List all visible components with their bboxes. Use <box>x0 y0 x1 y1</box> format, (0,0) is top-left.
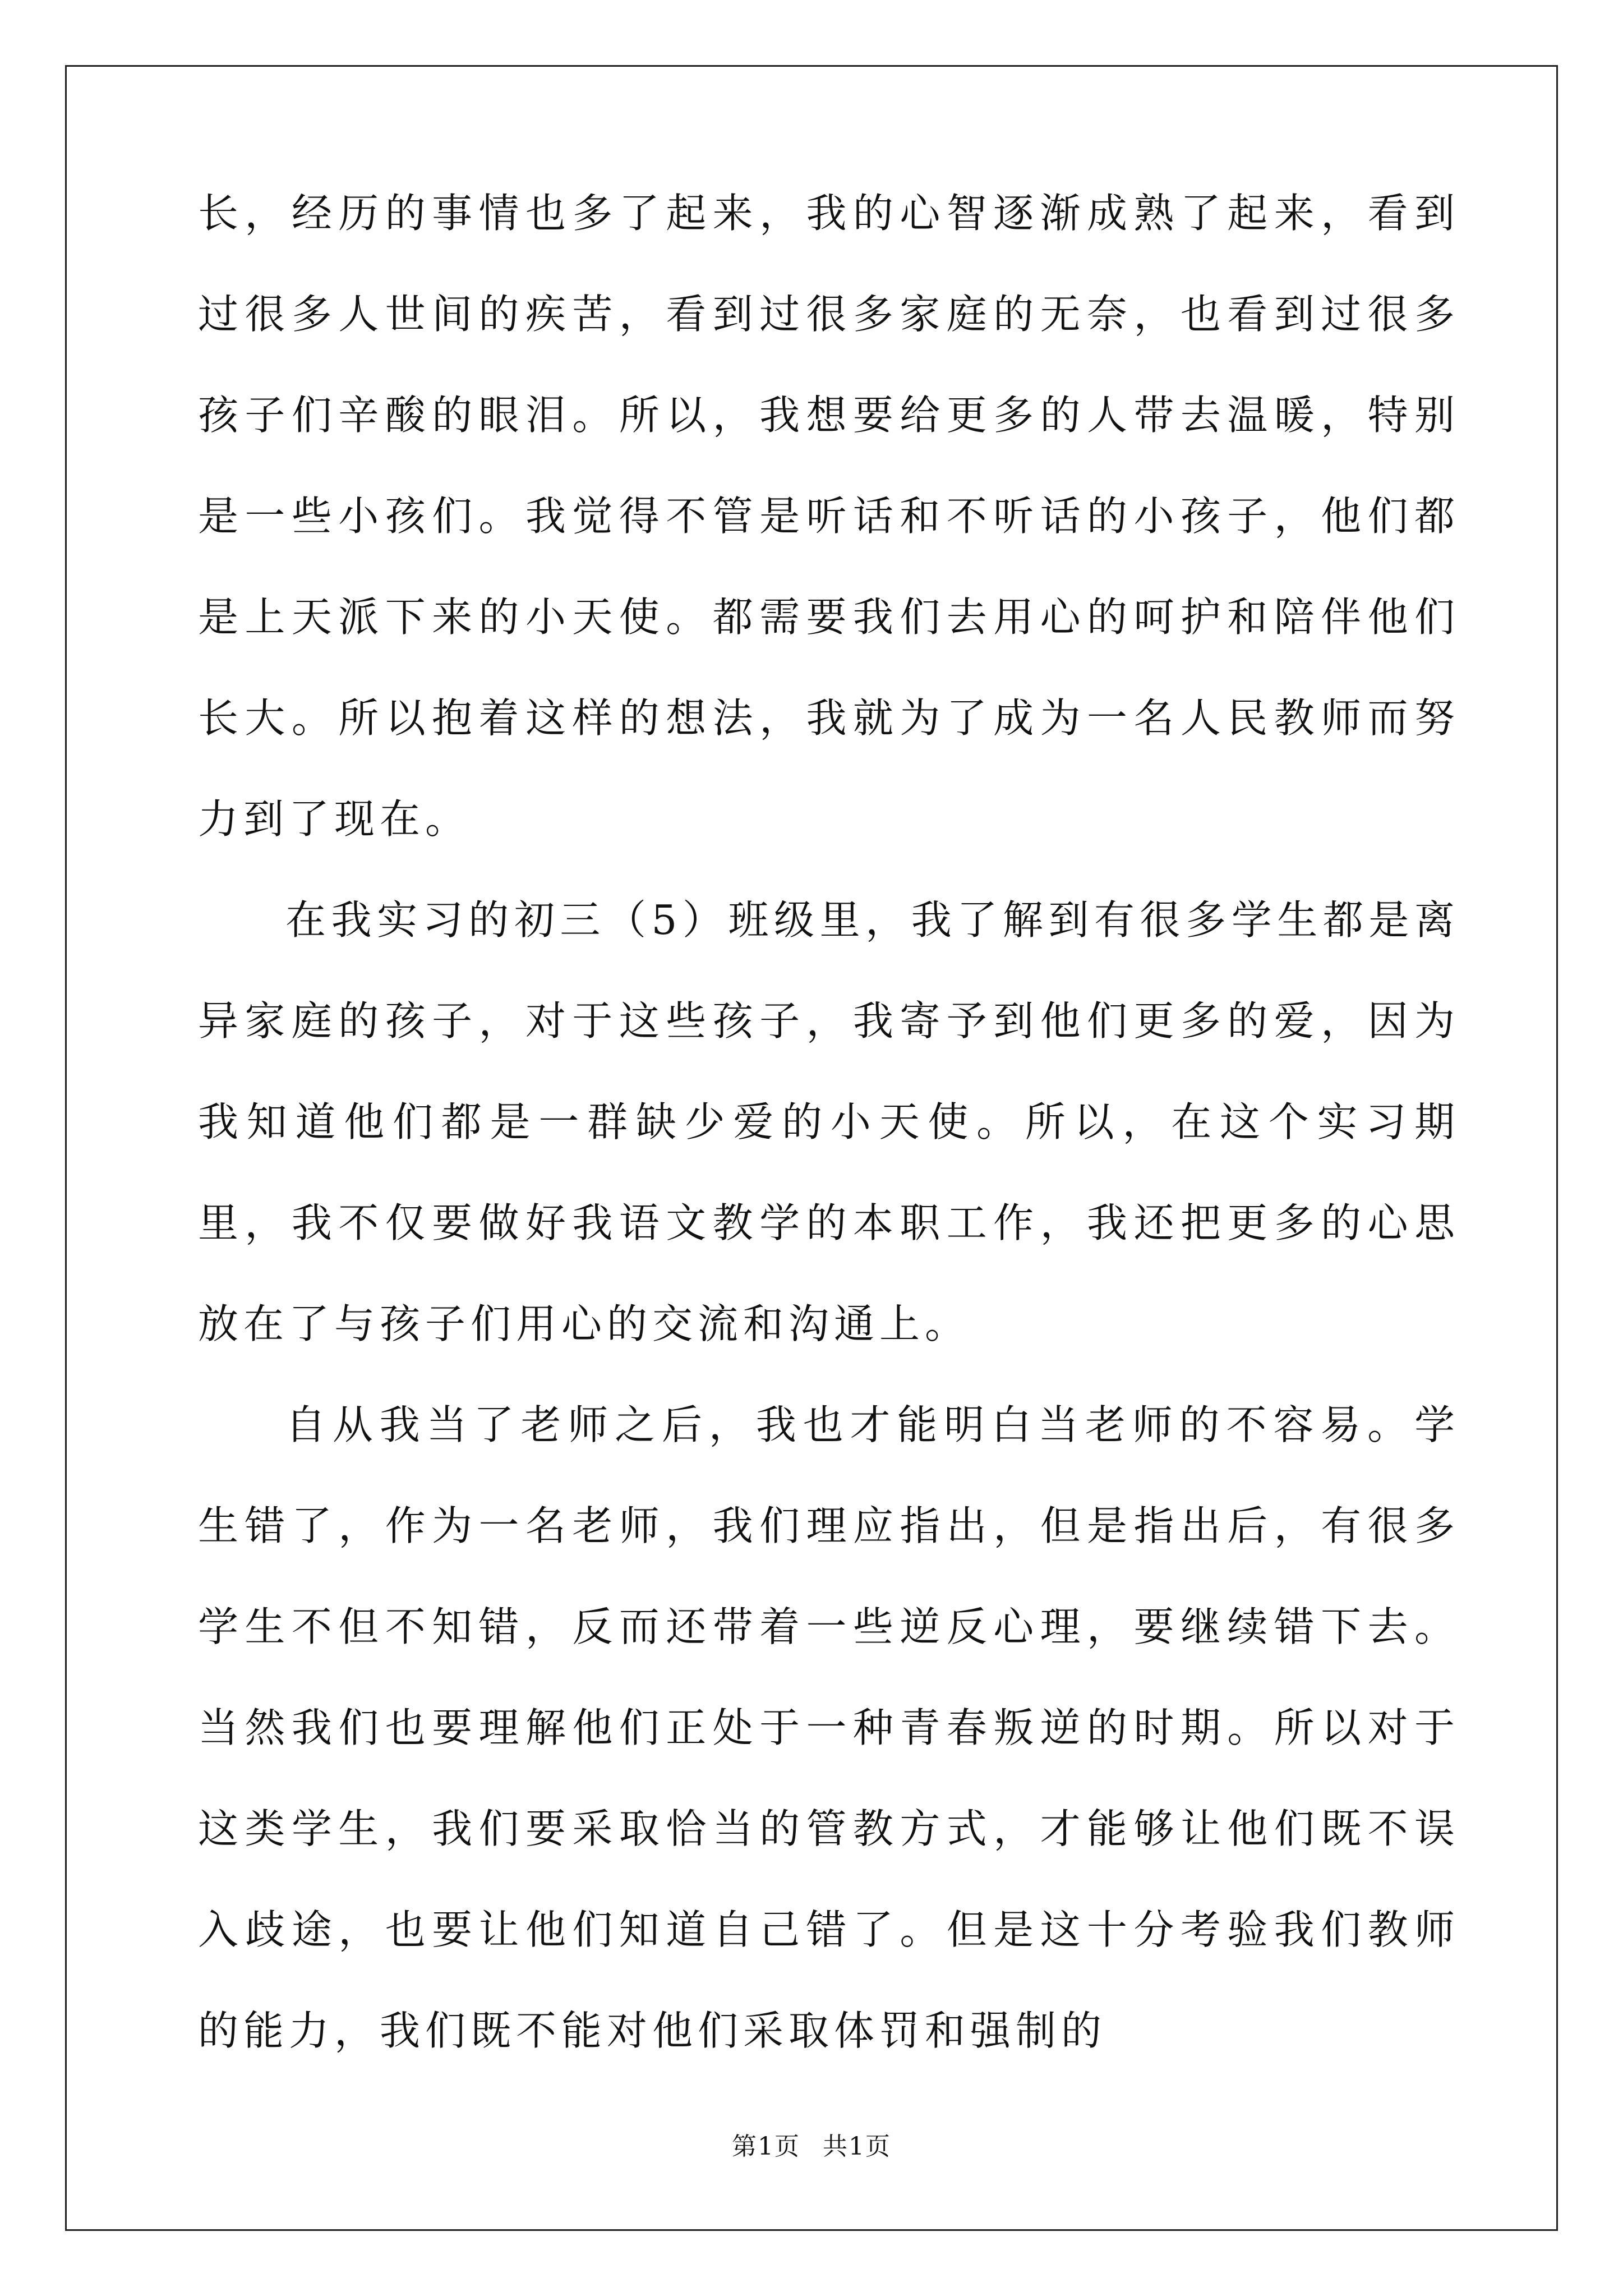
page-number: 第1页 <box>732 2132 800 2161</box>
paragraph-internship-class: 在我实习的初三（5）班级里，我了解到有很多学生都是离异家庭的孩子，对于这些孩子，我寄予到他们更多的爱，因为我知道他们都是一群缺少爱的小天使。所以，在这个实习期里，我不仅要做好我语文教学的本职工作，我还把更多的心思放在了与孩子们用心的交流和沟通上。 <box>198 896 1460 1347</box>
paragraph-teacher-difficulty: 自从我当了老师之后，我也才能明白当老师的不容易。学生错了，作为一名老师，我们理应指出，但是指出后，有很多学生不但不知错，反而还带着一些逆反心理，要继续错下去。当然我们也要理解他们正处于一种青春叛逆的时期。所以对于这类学生，我们要采取恰当的管教方式，才能够让他们既不误入歧途，也要让他们知道自己错了。但是这十分考验我们教师的能力，我们既不能对他们采取体罚和强制的 <box>198 1401 1460 2054</box>
paragraph-continued: 长，经历的事情也多了起来，我的心智逐渐成熟了起来，看到过很多人世间的疾苦，看到过很多家庭的无奈，也看到过很多孩子们辛酸的眼泪。所以，我想要给更多的人带去温暖，特别是一些小孩们。我觉得不管是听话和不听话的小孩子，他们都是上天派下来的小天使。都需要我们去用心的呵护和陪伴他们长大。所以抱着这样的想法，我就为了成为一名人民教师而努力到了现在。 <box>198 190 1460 843</box>
page-footer <box>0 2126 1623 2162</box>
document-body <box>198 190 1460 2081</box>
page-total: 共1页 <box>823 2132 891 2161</box>
